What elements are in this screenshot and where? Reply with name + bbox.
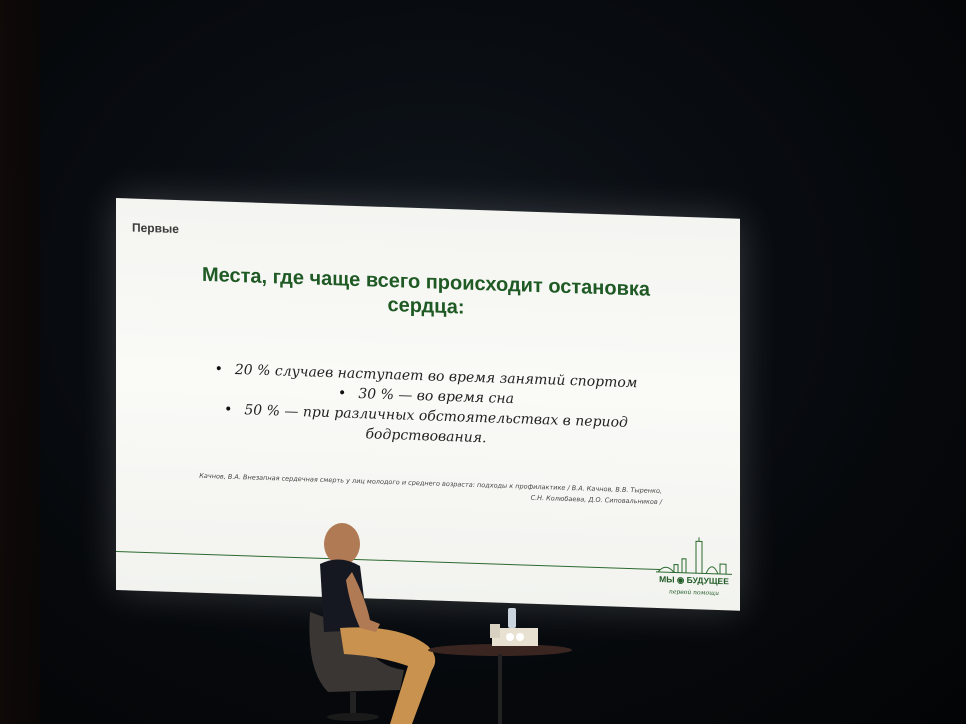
curtain (0, 0, 40, 724)
logo-subtitle: первой помощи (668, 588, 720, 598)
bullet-item: • 30 % — во время сна (186, 378, 666, 414)
bullet-item: • 20 % случаев наступает во время занятий спортом (186, 358, 666, 394)
skyline-icon (656, 534, 732, 577)
bullet-list (186, 358, 666, 454)
bullet-item: • 50 % — при различных обстоятельствах в период бодрствования. (186, 398, 666, 454)
slide-citation: Качнов, В.А. Внезапная сердечная смерть у лиц молодого и среднего возраста: подходы к профилактике / В.А. Качнов, В.В. Тыренко, С.Н. Колюбаева, Д.О. Сиповальников / (199, 471, 662, 507)
logo-text: МЫ ◉ БУДУЩЕЕ (659, 574, 729, 587)
slide-title: Места, где чаще всего происходит остановка сердца: (201, 263, 651, 319)
table-with-laptop (428, 600, 578, 724)
slide-brand: Первые (132, 220, 179, 237)
logo (656, 534, 732, 607)
